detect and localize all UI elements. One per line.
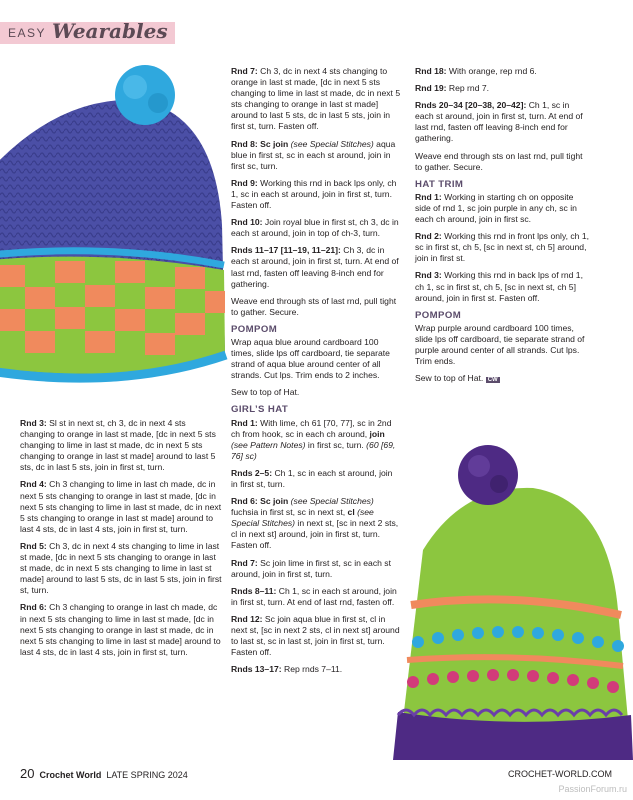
trim-rnd-3: Rnd 3: Working this rnd in back lps of rnd 1, ch 1, sc in first st, ch 5, [sc in next st, ch 5] around, join in first st. Fasten off. <box>415 270 583 303</box>
magazine-name: Crochet World <box>39 770 102 780</box>
rnd-8: Rnd 8: Sc join (see Special Stitches) aqua blue in first st, sc in each st around, join in first sc, turn. <box>231 138 396 171</box>
section-banner <box>0 19 175 44</box>
girls-hat-photo <box>393 430 633 760</box>
trim-rnd-1: Rnd 1: Working in starting ch on opposite side of rnd 1, sc join purple in any ch, sc in each ch around, join in first sc. <box>415 191 577 225</box>
rnd-5: Rnd 5: Ch 3, dc in next 4 sts changing to lime in last st made, [dc in next 5 sts changing to orange in last st made, dc in next 5 sts changing to lime in last st made] around to last 5 sts, dc in last 5 sts, join in first st, turn. <box>20 540 222 596</box>
girls-rnds-2-5: Rnds 2–5: Ch 1, sc in each st around, join in first st, turn. <box>231 467 393 489</box>
page-number: 20 <box>20 766 35 781</box>
weave-instruction-2: Weave end through sts on last rnd, pull tight to gather. Secure. <box>415 150 583 172</box>
weave-instruction: Weave end through sts of last rnd, pull tight to gather. Secure. <box>231 295 397 317</box>
girls-rnd-7: Rnd 7: Sc join lime in first st, sc in each st around, join in first st, turn. <box>231 557 391 579</box>
girls-rnd-1: Rnd 1: With lime, ch 61 [70, 77], sc in 2nd ch from hook, sc in each ch around, join (see Pattern Notes) in first sc, turn. (60 [69, 76] sc) <box>231 417 396 461</box>
girls-hat-heading: GIRL’S HAT <box>231 404 289 416</box>
end-mark-icon: CW <box>487 377 498 384</box>
text-column-3 <box>415 66 590 392</box>
checker-band <box>0 251 226 378</box>
sew-instruction: Sew to top of Hat. <box>231 387 300 398</box>
rnds-20-34: Rnds 20–34 [20–38, 20–42]: Ch 1, sc in each st around, join in first st, turn. At end of last rnd, fasten off leaving 8-inch end for gathering. <box>415 100 583 144</box>
rnd-9: Rnd 9: Working this rnd in back lps only, ch 1, sc in each st around, join in first st, turn. Fasten off. <box>231 177 397 211</box>
rnd-10: Rnd 10: Join royal blue in first st, ch 3, dc in each st around, join in top of ch-3, turn. <box>231 217 399 239</box>
rnd-3: Rnd 3: Sl st in next st, ch 3, dc in next 4 sts changing to orange in last st made, [dc in next 5 sts changing to lime in last st made, dc in next 5 sts changing to orange in last st made] around to last 5 sts, dc in last 5 sts, join in first st, turn. <box>20 418 216 473</box>
sew-instruction-2: Sew to top of Hat. CW <box>415 373 498 384</box>
banner-wearables: Wearables <box>52 19 168 43</box>
rnd-4: Rnd 4: Ch 3 changing to lime in last ch made, dc in next 5 sts changing to orange in last st made, [dc in next 5 sts changing to lime in last st made, dc in next 5 sts changing to orange in last st made] around to last 4 sts, dc in last 4 sts, join in first st, turn. <box>20 479 222 534</box>
watermark: PassionForum.ru <box>558 784 627 794</box>
text-column-2 <box>231 66 401 681</box>
text-column-1 <box>20 418 222 664</box>
hat-trim-heading: HAT TRIM <box>415 178 464 190</box>
rnds-11-17: Rnds 11–17 [11–19, 11–21]: Ch 3, dc in each st around, join in first st, turn. At end of last rnd, fasten off leaving 8-inch end for gathering. <box>231 245 399 289</box>
pompom-instruction-2: Wrap purple around cardboard 100 times, slide lps off cardboard, tie separate strand of purple around center of all strands. Cut lps. Trim ends. <box>415 322 585 367</box>
girls-rnd-12: Rnd 12: Sc join aqua blue in first st, cl in next st, [sc in next 2 sts, cl in next st] around to last st, sc in last st, join in first st, turn. Fasten off. <box>231 613 400 658</box>
boys-hat-photo <box>0 55 228 415</box>
pompom-heading: POMPOM <box>231 323 278 335</box>
rnd-18: Rnd 18: With orange, rep rnd 6. <box>415 66 537 76</box>
rnd-19: Rnd 19: Rep rnd 7. <box>415 83 490 94</box>
girls-rnds-13-17: Rnds 13–17: Rep rnds 7–11. <box>231 664 343 675</box>
rnd-6: Rnd 6: Ch 3 changing to orange in last ch made, dc in next 5 sts changing to lime in last st made, [dc in next 5 sts changing to orange in last st made, dc in next 5 sts changing to lime in last st made] around to last 4 sts, dc in last 4 sts, join in first st, turn. <box>20 602 221 657</box>
pompom-aqua <box>115 65 175 125</box>
trim-rnd-2: Rnd 2: Working this rnd in front lps only, ch 1, sc in first st, ch 5, [sc in next st, ch 5] around, join in first st. <box>415 231 590 264</box>
girls-rnd-6: Rnd 6: Sc join (see Special Stitches) fuchsia in first st, sc in next st, cl (see Special Stitches) in next st, [sc in next 2 sts, cl in next st] around, join in first st, turn. Fasten off. <box>231 496 399 551</box>
girls-rnds-8-11: Rnds 8–11: Ch 1, sc in each st around, join in first st, turn. At end of last rnd, fasten off. <box>231 585 397 607</box>
pompom-instruction: Wrap aqua blue around cardboard 100 times, slide lps off cardboard, tie separate strand of aqua blue around center of all strands. Cut lps. Trim ends to 2 inches. <box>231 336 390 381</box>
footer-site[interactable]: CROCHET-WORLD.COM <box>508 769 612 779</box>
banner-easy: EASY <box>8 26 47 40</box>
issue-date: LATE SPRING 2024 <box>106 770 188 780</box>
rnd-7: Rnd 7: Ch 3, dc in next 4 sts changing to orange in last st made, [dc in next 5 sts changing to lime in last st made, dc in next 5 sts changing to orange in last st made] around to last 5 sts, dc in last 5 sts, join in first st, turn. Fasten off. <box>231 66 401 132</box>
footer-left <box>20 766 188 781</box>
pompom-purple <box>458 445 518 505</box>
pompom-heading-2: POMPOM <box>415 309 462 321</box>
